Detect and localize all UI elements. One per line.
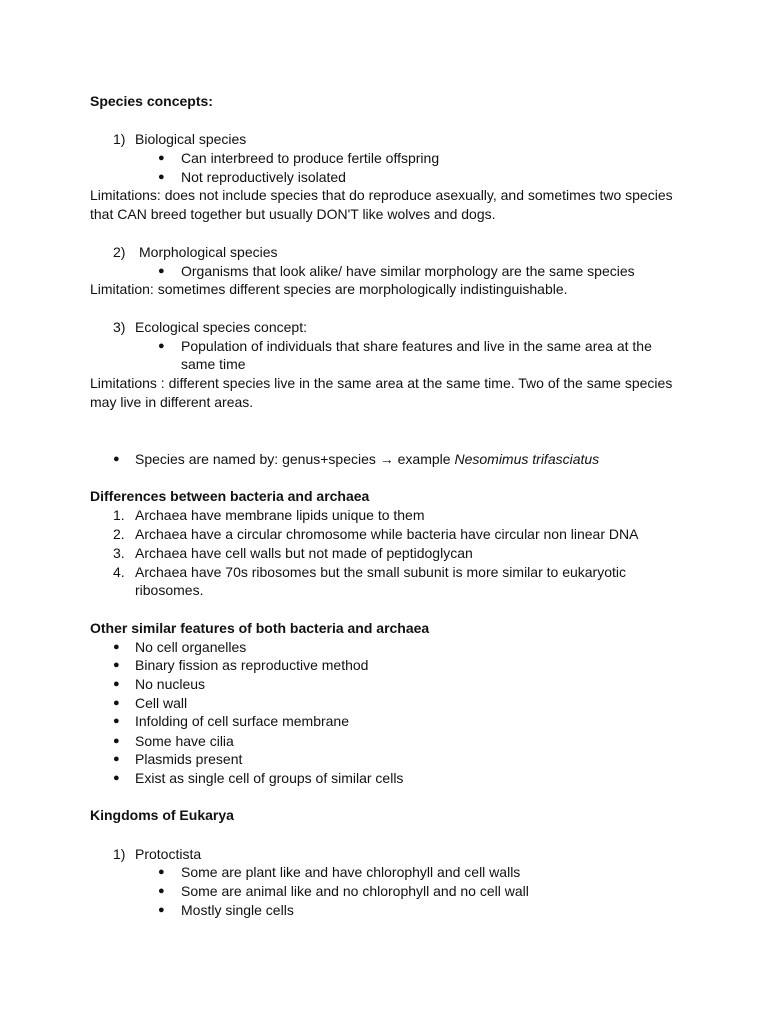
- list-number: 2.: [113, 526, 125, 542]
- kingdoms-heading: Kingdoms of Eukarya: [90, 807, 234, 823]
- concept-bullet: Population of individuals that share features and live in the same area at the: [181, 338, 652, 354]
- differences-heading: Differences between bacteria and archaea: [90, 488, 370, 504]
- bullet-marker: ●: [113, 678, 120, 690]
- kingdom-bullet: Mostly single cells: [181, 902, 294, 918]
- bullet-marker: ●: [113, 641, 120, 653]
- concept-bullet-continued: same time: [181, 356, 246, 372]
- feature-item: Cell wall: [135, 695, 188, 711]
- bullet-marker: ●: [158, 152, 165, 164]
- difference-item: Archaea have cell walls but not made of peptidoglycan: [135, 545, 473, 561]
- kingdom-title: Protoctista: [135, 846, 202, 862]
- concept-number: 1): [113, 131, 126, 147]
- bullet-marker: ●: [158, 885, 165, 897]
- feature-item: Exist as single cell of groups of similar cells: [135, 770, 404, 786]
- list-number: 4.: [113, 564, 125, 580]
- concept-title-biological: Biological species: [135, 131, 247, 147]
- feature-item: Infolding of cell surface membrane: [135, 713, 349, 729]
- limitation-text: Limitations: does not include species that do reproduce asexually, and sometimes two species: [90, 187, 673, 203]
- bullet-marker: ●: [113, 735, 120, 747]
- list-number: 3.: [113, 545, 125, 561]
- difference-item: Archaea have a circular chromosome while bacteria have circular non linear DNA: [135, 526, 639, 542]
- bullet-marker: ●: [113, 697, 120, 709]
- bullet-marker: ●: [158, 171, 165, 183]
- kingdom-number: 1): [113, 846, 126, 862]
- bullet-marker: ●: [158, 265, 165, 277]
- kingdom-bullet: Some are plant like and have chlorophyll and cell walls: [181, 864, 521, 880]
- bullet-marker: ●: [158, 904, 165, 916]
- feature-item: No nucleus: [135, 676, 206, 692]
- bullet-marker: ●: [113, 753, 120, 765]
- bullet-marker: ●: [158, 340, 165, 352]
- concept-number: 3): [113, 319, 126, 335]
- bullet-marker: ●: [113, 772, 120, 784]
- limitation-text: Limitations : different species live in the same area at the same time. Two of the same species: [90, 375, 673, 391]
- list-number: 1.: [113, 507, 125, 523]
- concept-number: 2): [113, 244, 126, 260]
- concept-bullet: Not reproductively isolated: [181, 169, 346, 185]
- species-naming-line: [135, 450, 599, 468]
- feature-item: Plasmids present: [135, 751, 243, 767]
- limitation-text: that CAN breed together but usually DON'T like wolves and dogs.: [90, 206, 496, 222]
- concept-bullet: Organisms that look alike/ have similar morphology are the same species: [181, 263, 635, 279]
- difference-item: Archaea have membrane lipids unique to them: [135, 507, 425, 523]
- feature-item: Some have cilia: [135, 733, 234, 749]
- concept-title-ecological: Ecological species concept:: [135, 319, 307, 335]
- bullet-marker: ●: [113, 715, 120, 727]
- feature-item: Binary fission as reproductive method: [135, 657, 369, 673]
- concept-bullet: Can interbreed to produce fertile offspring: [181, 150, 440, 166]
- similar-features-heading: Other similar features of both bacteria and archaea: [90, 620, 430, 636]
- bullet-marker: ●: [113, 659, 120, 671]
- feature-item: No cell organelles: [135, 639, 247, 655]
- limitation-text: may live in different areas.: [90, 394, 254, 410]
- bullet-marker: ●: [158, 866, 165, 878]
- concept-title-morphological: Morphological species: [139, 244, 278, 260]
- species-naming-example: Nesomimus trifasciatus: [454, 451, 600, 467]
- limitation-text: Limitation: sometimes different species are morphologically indistinguishable.: [90, 281, 568, 297]
- difference-item-continued: ribosomes.: [135, 582, 204, 598]
- bullet-marker: ●: [113, 453, 120, 465]
- kingdom-bullet: Some are animal like and no chlorophyll and no cell wall: [181, 883, 529, 899]
- species-concepts-heading: Species concepts:: [90, 93, 213, 109]
- difference-item: Archaea have 70s ribosomes but the small subunit is more similar to eukaryotic: [135, 564, 626, 580]
- species-naming-text: Species are named by: genus+species → example: [135, 451, 455, 467]
